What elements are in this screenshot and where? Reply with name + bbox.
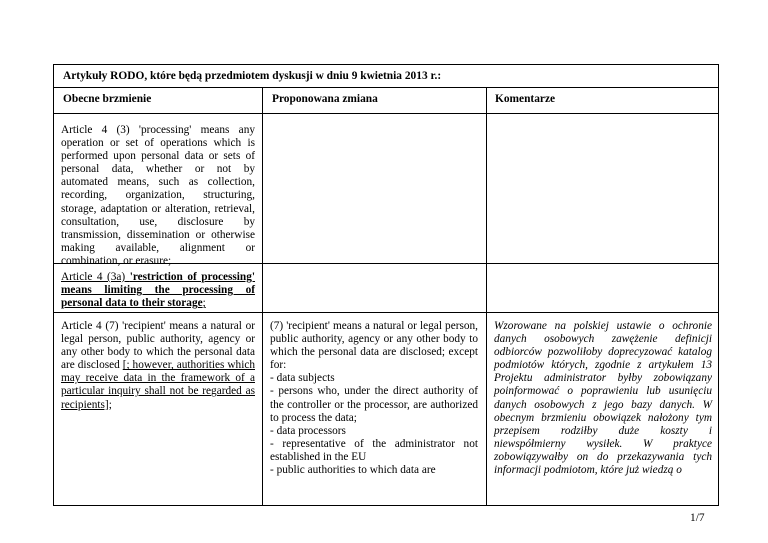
cell-comments-row-3: Wzorowane na polskiej ustawie o ochronie danych osobowych zawężenie definicji odbiorców pozwoliłoby doprecyzować katalog podmiotów których, zgodnie z artykułem 13 Projektu administrator byłby zobowiązany poinformować o poprawieniu lub usunięciu danych osobowych z jego bazy danych. W obecnym brzmieniu obowiązek nałożony tym przepisem rodziłby duże koszty i niewspółmierny wysiłek. W praktyce zobowiązywałby on do przekazywania tych informacji podmiotom, które już wiedzą o xyxy=(494,320,712,477)
cell-proposed-row-3 xyxy=(270,320,478,477)
proposed-line: - public authorities to which data are xyxy=(270,464,436,477)
column-header-comments: Komentarze xyxy=(495,93,556,105)
proposed-line: - representative of the administrator not established in the EU xyxy=(270,437,478,463)
row-2-definition: 'restriction of processing' means limiting the processing of personal data to their storage xyxy=(61,271,256,310)
proposed-line: - data processors xyxy=(270,424,346,437)
table-rule xyxy=(54,113,718,114)
page-number: 1/7 xyxy=(690,512,705,524)
column-header-current: Obecne brzmienie xyxy=(63,93,152,105)
proposed-line: (7) 'recipient' means a natural or legal person, public authority, agency or any other body to which the personal data are disclosed; except for: xyxy=(270,320,478,372)
table-rule xyxy=(262,87,263,506)
discussion-table xyxy=(53,64,719,506)
row-2-prefix: Article 4 (3a) xyxy=(61,271,130,283)
row-3-suffix: ; xyxy=(108,398,112,411)
cell-current-row-3 xyxy=(61,320,255,412)
cell-current-row-2 xyxy=(61,271,255,310)
table-rule xyxy=(54,87,718,88)
row-3-prefix: Article 4 (7) 'recipient' means a natural or legal person, public authority, agency or any other body to which the personal data are disclosed xyxy=(61,320,255,372)
document-title: Artykuły RODO, które będą przedmiotem dyskusji w dniu 9 kwietnia 2013 r.: xyxy=(63,70,442,82)
table-rule xyxy=(486,87,487,506)
proposed-line: - persons who, under the direct authority of the controller or the processor, are authorized to process the data; xyxy=(270,385,478,424)
table-rule xyxy=(54,312,718,313)
row-2-suffix: ; xyxy=(202,297,206,310)
cell-current-row-1: Article 4 (3) 'processing' means any operation or set of operations which is performed upon personal data or sets of personal data, whether or not by automated means, such as collection, recording, organization, structuring, storage, adaptation or alteration, retrieval, consultation, use, disclosure by transmission, dissemination or otherwise making available, alignment or combination, or erasure; xyxy=(61,124,255,267)
column-header-proposed: Proponowana zmiana xyxy=(272,93,378,105)
proposed-line: - data subjects xyxy=(270,372,335,385)
row-3-deleted-clause: [; however, authorities which may receive data in the framework of a particular inquiry shall not be regarded as recipients] xyxy=(61,359,255,411)
